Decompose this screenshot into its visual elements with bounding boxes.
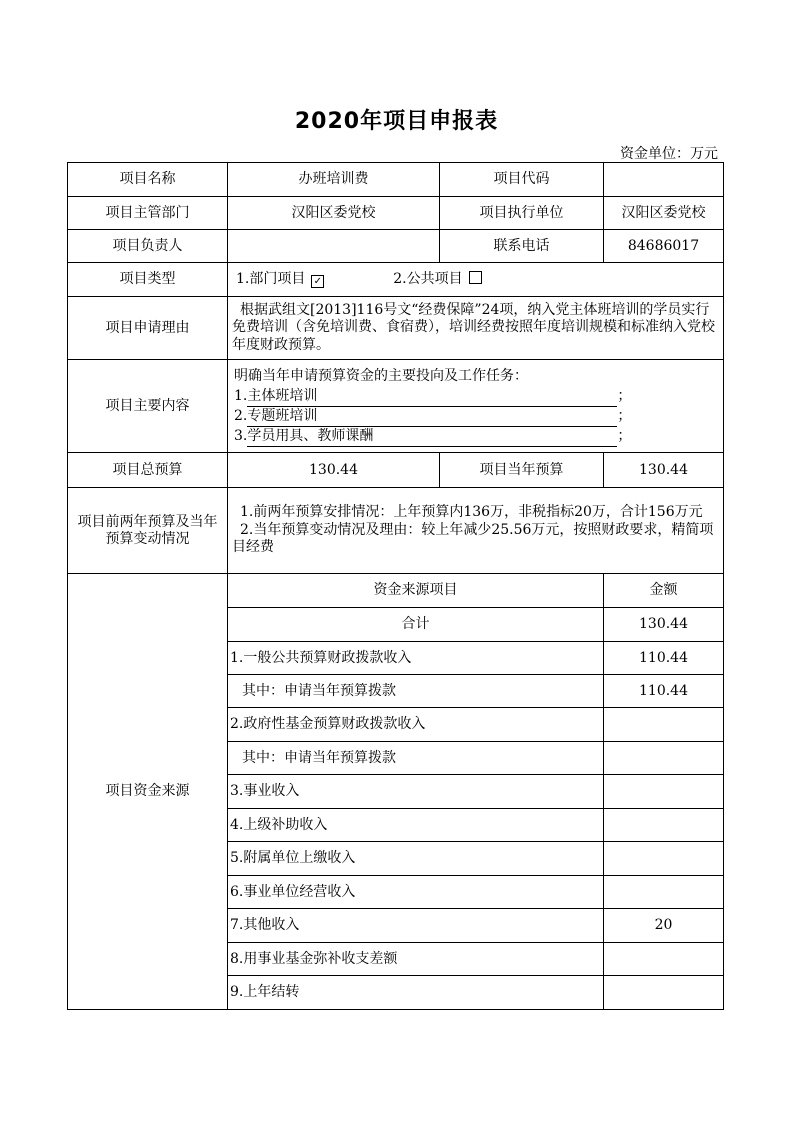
row-reason: [68, 297, 724, 360]
change-line-1: 1.前两年预算安排情况：上年预算内136万，非税指标20万，合计156万元: [240, 504, 703, 521]
funding-item: 2.政府性基金预算财政拨款收入: [228, 708, 604, 742]
name-label: 项目名称: [68, 163, 228, 197]
total-budget-label: 项目总预算: [68, 453, 228, 488]
funding-item: 6.事业单位经营收入: [228, 876, 604, 909]
owner-value: [228, 230, 440, 263]
content-item: 3.学员用具、教师课酬 ；: [234, 426, 719, 446]
phone-label: 联系电话: [440, 230, 604, 263]
content-cell: [228, 360, 724, 453]
exec-label: 项目执行单位: [440, 197, 604, 230]
funding-amount: 110.44: [604, 675, 724, 708]
total-budget-value: 130.44: [228, 453, 440, 488]
row-project-name: [68, 163, 724, 197]
funding-col-item: 资金来源项目: [228, 574, 604, 608]
year-budget-value: 130.44: [604, 453, 724, 488]
row-budget: [68, 453, 724, 488]
funding-amount: [604, 842, 724, 876]
content-item: 1.主体班培训 ；: [234, 386, 719, 406]
funding-amount: 20: [604, 909, 724, 943]
funding-item: 9.上年结转: [228, 976, 604, 1010]
funding-item: 合计: [228, 608, 604, 642]
exec-value: 汉阳区委党校: [604, 197, 724, 230]
content-item-text: 专题班培训: [247, 406, 617, 427]
unchecked-checkbox-icon[interactable]: [469, 271, 482, 284]
reason-label: 项目申请理由: [68, 297, 228, 360]
funding-item: 3.事业收入: [228, 775, 604, 809]
row-department: [68, 197, 724, 230]
funding-col-amount: 金额: [604, 574, 724, 608]
code-label: 项目代码: [440, 163, 604, 197]
currency-unit: 资金单位：万元: [620, 146, 718, 162]
funding-item: 8.用事业基金弥补收支差额: [228, 943, 604, 976]
funding-amount: 130.44: [604, 608, 724, 642]
owner-label: 项目负责人: [68, 230, 228, 263]
row-content: [68, 360, 724, 453]
name-value: 办班培训费: [228, 163, 440, 197]
phone-value: 84686017: [604, 230, 724, 263]
type-label: 项目类型: [68, 263, 228, 297]
change-cell: [228, 488, 724, 574]
reason-text: 根据武组文[2013]116号文“经费保障”24项，纳入党主体班培训的学员实行免费培训（含免培训费、食宿费），培训经费按照年度培训规模和标准纳入党校年度财政预算。: [228, 297, 724, 360]
change-label: 项目前两年预算及当年预算变动情况: [68, 488, 228, 574]
funding-item: 7.其他收入: [228, 909, 604, 943]
type-option-public: 2.公共项目: [393, 271, 463, 287]
application-form-table: [67, 162, 724, 1010]
funding-amount: [604, 876, 724, 909]
funding-item: 4.上级补助收入: [228, 809, 604, 842]
year-budget-label: 项目当年预算: [440, 453, 604, 488]
funding-item: 1.一般公共预算财政拨款收入: [228, 642, 604, 675]
funding-label: 项目资金来源: [68, 574, 228, 1010]
funding-amount: 110.44: [604, 642, 724, 675]
funding-amount: [604, 775, 724, 809]
funding-item: 其中：申请当年预算拨款: [228, 742, 604, 775]
funding-header-row: [68, 574, 724, 608]
funding-item: 其中：申请当年预算拨款: [228, 675, 604, 708]
dept-label: 项目主管部门: [68, 197, 228, 230]
content-intro: 明确当年申请预算资金的主要投向及工作任务：: [234, 368, 528, 384]
row-owner: [68, 230, 724, 263]
funding-item: 5.附属单位上缴收入: [228, 842, 604, 876]
dept-value: 汉阳区委党校: [228, 197, 440, 230]
type-option-department: 1.部门项目: [236, 271, 306, 287]
type-options: [228, 263, 724, 297]
funding-amount: [604, 976, 724, 1010]
row-change: [68, 488, 724, 574]
content-item-text: 主体班培训: [247, 386, 617, 407]
checked-checkbox-icon[interactable]: ✓: [311, 275, 324, 288]
content-item-text: 学员用具、教师课酬: [247, 426, 617, 447]
funding-amount: [604, 809, 724, 842]
page-title: 2020年项目申报表: [294, 109, 499, 134]
content-item: 2.专题班培训 ；: [234, 406, 719, 426]
change-line-2: 2.当年预算变动情况及理由：较上年减少25.56万元，按照财政要求，精简项目经费: [232, 521, 714, 556]
funding-amount: [604, 943, 724, 976]
funding-amount: [604, 742, 724, 775]
funding-amount: [604, 708, 724, 742]
row-type: [68, 263, 724, 297]
code-value: [604, 163, 724, 197]
content-label: 项目主要内容: [68, 360, 228, 453]
